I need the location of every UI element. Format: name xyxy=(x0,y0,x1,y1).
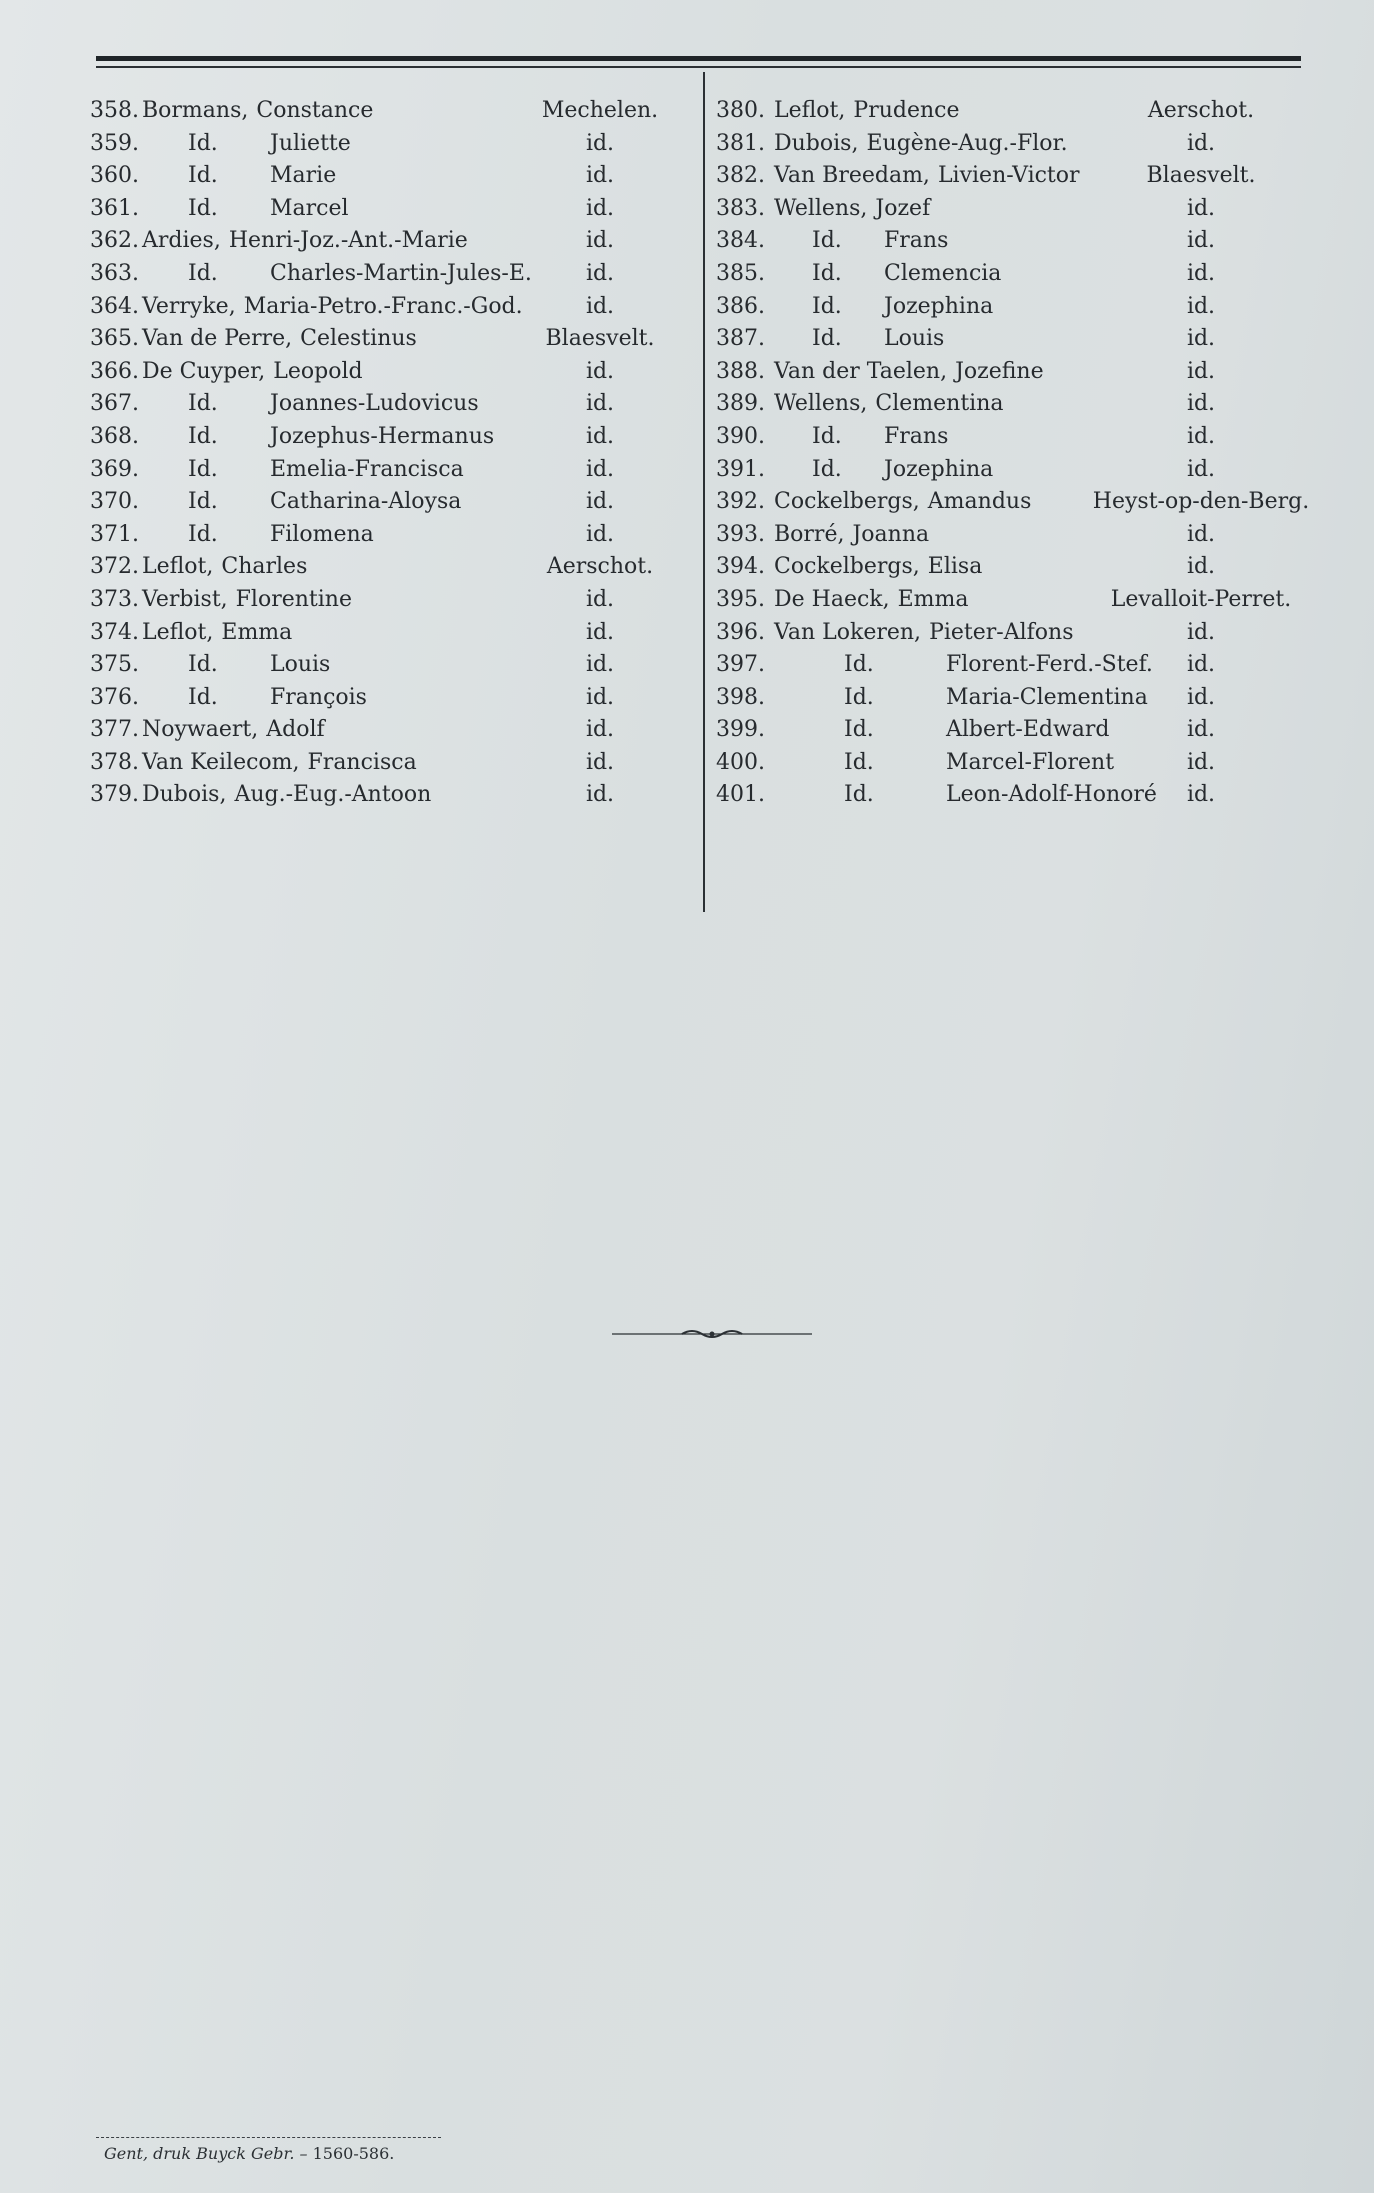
entry-given-names: Clementina xyxy=(875,391,1004,417)
register-entry xyxy=(716,584,1316,617)
entry-given-names: Adolf xyxy=(266,717,325,743)
entry-surname: Leflot, xyxy=(774,98,846,123)
entry-given-names: Francisca xyxy=(307,749,417,775)
entry-surname: Id. xyxy=(812,228,842,254)
entry-surname: Id. xyxy=(812,326,842,352)
register-entry xyxy=(716,779,1316,812)
entry-number: 362. xyxy=(90,228,139,254)
entry-number: 389. xyxy=(716,391,765,417)
entry-surname: Van Keilecom, xyxy=(142,749,300,775)
entry-place: id. xyxy=(1186,717,1216,743)
entry-given-names: Prudence xyxy=(853,98,960,123)
entry-number: 358. xyxy=(90,98,139,123)
entry-place: id. xyxy=(585,293,615,319)
entry-given-names: Albert-Edward xyxy=(946,717,1110,743)
entry-place: id. xyxy=(1186,456,1216,482)
entry-given-names: Louis xyxy=(270,652,331,678)
entry-given-names: Filomena xyxy=(270,521,374,547)
entry-given-names: Marcel xyxy=(270,195,349,221)
entry-given-names: Maria-Petro.-Franc.-God. xyxy=(243,293,523,319)
entry-surname: Id. xyxy=(844,749,874,775)
register-entry xyxy=(90,779,675,812)
register-entry xyxy=(90,95,675,128)
entry-number: 381. xyxy=(716,130,765,156)
entry-number: 385. xyxy=(716,260,765,286)
entry-given-names: Charles-Martin-Jules-E. xyxy=(270,260,532,286)
register-entry xyxy=(90,258,675,291)
entry-place: id. xyxy=(585,489,615,515)
register-entry xyxy=(90,682,675,715)
top-rule-thick xyxy=(96,56,1301,61)
register-entry xyxy=(90,714,675,747)
entry-surname: Van de Perre, xyxy=(142,326,293,352)
entry-number: 373. xyxy=(90,586,139,612)
register-entry xyxy=(90,421,675,454)
entry-surname: Verryke, xyxy=(142,293,236,319)
entry-surname: Verbist, xyxy=(142,586,228,612)
register-entry xyxy=(716,160,1316,193)
entry-place: id. xyxy=(585,163,615,189)
register-entry xyxy=(716,388,1316,421)
entry-place: id. xyxy=(1186,130,1216,156)
entry-given-names: Constance xyxy=(256,98,374,123)
entry-number: 398. xyxy=(716,684,765,710)
entry-given-names: Florent-Ferd.-Stef. xyxy=(946,652,1153,678)
entry-number: 359. xyxy=(90,130,139,156)
register-entry xyxy=(90,225,675,258)
entry-surname: Id. xyxy=(188,130,218,156)
entry-given-names: Catharina-Aloysa xyxy=(270,489,462,515)
entry-surname: Id. xyxy=(812,293,842,319)
entry-place: id. xyxy=(585,391,615,417)
entry-number: 368. xyxy=(90,423,139,449)
entry-number: 364. xyxy=(90,293,139,319)
entry-given-names: Emma xyxy=(897,586,969,612)
entry-surname: Dubois, xyxy=(774,130,859,156)
entry-place: Aerschot. xyxy=(546,554,654,580)
entry-place: id. xyxy=(585,717,615,743)
register-entry xyxy=(716,617,1316,650)
entry-place: id. xyxy=(585,358,615,384)
entry-number: 365. xyxy=(90,326,139,352)
right-column xyxy=(716,95,1316,812)
entry-number: 369. xyxy=(90,456,139,482)
register-entry xyxy=(716,291,1316,324)
entry-number: 372. xyxy=(90,554,139,580)
entry-surname: Id. xyxy=(844,684,874,710)
entry-place: id. xyxy=(1186,260,1216,286)
entry-place: Aerschot. xyxy=(1147,98,1255,123)
entry-number: 382. xyxy=(716,163,765,189)
entry-number: 375. xyxy=(90,652,139,678)
entry-number: 366. xyxy=(90,358,139,384)
register-entry xyxy=(716,486,1316,519)
entry-surname: Id. xyxy=(188,456,218,482)
entry-number: 393. xyxy=(716,521,765,547)
entry-place: id. xyxy=(585,652,615,678)
entry-surname: Wellens, xyxy=(774,195,868,221)
entry-place: id. xyxy=(1186,326,1216,352)
entry-given-names: Florentine xyxy=(235,586,352,612)
entry-given-names: Jozephina xyxy=(884,456,994,482)
entry-surname: Leflot, xyxy=(142,619,214,645)
entry-place: Blaesvelt. xyxy=(1146,163,1256,189)
entry-place: id. xyxy=(585,749,615,775)
entry-given-names: Clemencia xyxy=(884,260,1002,286)
entry-place: id. xyxy=(585,195,615,221)
entry-number: 380. xyxy=(716,98,765,123)
register-entry xyxy=(716,649,1316,682)
job-number: 1560-586. xyxy=(312,2144,395,2163)
register-entry xyxy=(90,617,675,650)
entry-number: 378. xyxy=(90,749,139,775)
entry-place: id. xyxy=(1186,554,1216,580)
entry-number: 383. xyxy=(716,195,765,221)
entry-place: Levalloit-Perret. xyxy=(1110,586,1292,612)
entry-given-names: Jozephus-Hermanus xyxy=(270,423,495,449)
entry-given-names: Juliette xyxy=(270,130,351,156)
entry-number: 392. xyxy=(716,489,765,515)
entry-number: 394. xyxy=(716,554,765,580)
printer-name: Gent, druk Buyck Gebr. – xyxy=(104,2144,308,2163)
register-entry xyxy=(716,682,1316,715)
entry-surname: Leflot, xyxy=(142,554,214,580)
entry-surname: Id. xyxy=(188,521,218,547)
entry-place: id. xyxy=(585,260,615,286)
register-entry xyxy=(716,454,1316,487)
entry-number: 399. xyxy=(716,717,765,743)
entry-place: Blaesvelt. xyxy=(545,326,655,352)
entry-place: Mechelen. xyxy=(541,98,659,123)
register-entry xyxy=(716,258,1316,291)
register-entry xyxy=(90,193,675,226)
register-entry xyxy=(716,225,1316,258)
entry-place: id. xyxy=(1186,293,1216,319)
entry-number: 391. xyxy=(716,456,765,482)
entry-place: id. xyxy=(585,423,615,449)
entry-number: 374. xyxy=(90,619,139,645)
register-entry xyxy=(90,323,675,356)
entry-place: id. xyxy=(1186,782,1216,808)
register-entry xyxy=(90,388,675,421)
column-divider xyxy=(703,72,705,912)
entry-surname: Id. xyxy=(188,489,218,515)
entry-surname: Id. xyxy=(844,717,874,743)
entry-given-names: Leopold xyxy=(273,358,363,384)
entry-place: id. xyxy=(1186,749,1216,775)
entry-given-names: Joanna xyxy=(852,521,930,547)
entry-given-names: Jozephina xyxy=(884,293,994,319)
entry-number: 395. xyxy=(716,586,765,612)
entry-surname: Van Lokeren, xyxy=(774,619,922,645)
entry-surname: Id. xyxy=(844,782,874,808)
entry-given-names: Henri-Joz.-Ant.-Marie xyxy=(228,228,468,254)
entry-surname: Id. xyxy=(844,652,874,678)
entry-place: id. xyxy=(585,130,615,156)
entry-surname: Id. xyxy=(812,456,842,482)
entry-given-names: Aug.-Eug.-Antoon xyxy=(234,782,432,808)
entry-surname: De Cuyper, xyxy=(142,358,266,384)
entry-number: 400. xyxy=(716,749,765,775)
entry-surname: Id. xyxy=(188,684,218,710)
entry-number: 384. xyxy=(716,228,765,254)
entry-number: 370. xyxy=(90,489,139,515)
entry-place: id. xyxy=(585,228,615,254)
register-entry xyxy=(716,714,1316,747)
entry-surname: Cockelbergs, xyxy=(774,489,920,515)
entry-surname: Id. xyxy=(812,423,842,449)
register-entry xyxy=(716,356,1316,389)
entry-surname: Van der Taelen, xyxy=(774,358,948,384)
entry-surname: Id. xyxy=(188,260,218,286)
ornament-divider xyxy=(612,1326,812,1342)
entry-place: id. xyxy=(1186,521,1216,547)
entry-given-names: Louis xyxy=(884,326,945,352)
entry-given-names: Charles xyxy=(221,554,308,580)
register-entry xyxy=(716,551,1316,584)
entry-place: id. xyxy=(585,521,615,547)
entry-place: id. xyxy=(585,456,615,482)
entry-surname: Id. xyxy=(188,652,218,678)
entry-surname: Bormans, xyxy=(142,98,249,123)
register-entry xyxy=(716,128,1316,161)
entry-surname: Id. xyxy=(188,391,218,417)
register-entry xyxy=(90,649,675,682)
left-column xyxy=(90,95,675,812)
entry-given-names: Frans xyxy=(884,228,949,254)
entry-given-names: Maria-Clementina xyxy=(946,684,1148,710)
entry-number: 387. xyxy=(716,326,765,352)
register-entry xyxy=(90,519,675,552)
register-entry xyxy=(716,519,1316,552)
entry-number: 377. xyxy=(90,717,139,743)
entry-number: 371. xyxy=(90,521,139,547)
entry-number: 396. xyxy=(716,619,765,645)
entry-place: id. xyxy=(1186,195,1216,221)
entry-number: 390. xyxy=(716,423,765,449)
entry-given-names: Leon-Adolf-Honoré xyxy=(946,782,1157,808)
entry-place: id. xyxy=(1186,684,1216,710)
entry-given-names: Livien-Victor xyxy=(937,163,1080,189)
entry-given-names: Eugène-Aug.-Flor. xyxy=(866,130,1068,156)
register-entry xyxy=(90,486,675,519)
entry-surname: De Haeck, xyxy=(774,586,890,612)
entry-number: 363. xyxy=(90,260,139,286)
register-entry xyxy=(716,747,1316,780)
entry-surname: Ardies, xyxy=(142,228,221,254)
entry-place: id. xyxy=(1186,391,1216,417)
entry-given-names: Celestinus xyxy=(300,326,417,352)
entry-number: 386. xyxy=(716,293,765,319)
register-entry xyxy=(90,291,675,324)
entry-surname: Borré, xyxy=(774,521,845,547)
register-entry xyxy=(716,323,1316,356)
entry-number: 388. xyxy=(716,358,765,384)
entry-given-names: Marie xyxy=(270,163,337,189)
entry-number: 360. xyxy=(90,163,139,189)
footer-rule xyxy=(96,2137,441,2138)
entry-given-names: Jozef xyxy=(875,195,931,221)
entry-place: id. xyxy=(1186,358,1216,384)
entry-place: id. xyxy=(1186,228,1216,254)
entry-surname: Id. xyxy=(812,260,842,286)
register-entry xyxy=(716,421,1316,454)
entry-place: id. xyxy=(585,619,615,645)
entry-given-names: Elisa xyxy=(927,554,983,580)
register-entry xyxy=(90,454,675,487)
entry-place: id. xyxy=(1186,423,1216,449)
entry-place: Heyst-op-den-Berg. xyxy=(1092,489,1310,515)
entry-given-names: Amandus xyxy=(927,489,1032,515)
entry-number: 361. xyxy=(90,195,139,221)
entry-surname: Dubois, xyxy=(142,782,227,808)
entry-number: 401. xyxy=(716,782,765,808)
entry-place: id. xyxy=(1186,652,1216,678)
entry-surname: Id. xyxy=(188,195,218,221)
entry-place: id. xyxy=(1186,619,1216,645)
entry-place: id. xyxy=(585,684,615,710)
entry-surname: Wellens, xyxy=(774,391,868,417)
register-entry xyxy=(90,747,675,780)
entry-number: 367. xyxy=(90,391,139,417)
entry-given-names: François xyxy=(270,684,367,710)
register-entry xyxy=(90,160,675,193)
entry-number: 379. xyxy=(90,782,139,808)
entry-number: 376. xyxy=(90,684,139,710)
register-entry xyxy=(716,193,1316,226)
entry-place: id. xyxy=(585,586,615,612)
entry-given-names: Emelia-Francisca xyxy=(270,456,464,482)
top-rule-thin xyxy=(96,66,1301,68)
entry-given-names: Jozefine xyxy=(955,358,1044,384)
register-entry xyxy=(716,95,1316,128)
entry-place: id. xyxy=(585,782,615,808)
register-entry xyxy=(90,128,675,161)
entry-given-names: Joannes-Ludovicus xyxy=(270,391,479,417)
register-entry xyxy=(90,551,675,584)
entry-given-names: Emma xyxy=(221,619,293,645)
entry-number: 397. xyxy=(716,652,765,678)
entry-surname: Cockelbergs, xyxy=(774,554,920,580)
entry-surname: Noywaert, xyxy=(142,717,259,743)
entry-surname: Van Breedam, xyxy=(774,163,930,189)
entry-surname: Id. xyxy=(188,423,218,449)
entry-given-names: Marcel-Florent xyxy=(946,749,1115,775)
entry-given-names: Pieter-Alfons xyxy=(929,619,1074,645)
entry-surname: Id. xyxy=(188,163,218,189)
register-entry xyxy=(90,356,675,389)
printer-imprint xyxy=(104,2144,394,2163)
register-entry xyxy=(90,584,675,617)
entry-given-names: Frans xyxy=(884,423,949,449)
